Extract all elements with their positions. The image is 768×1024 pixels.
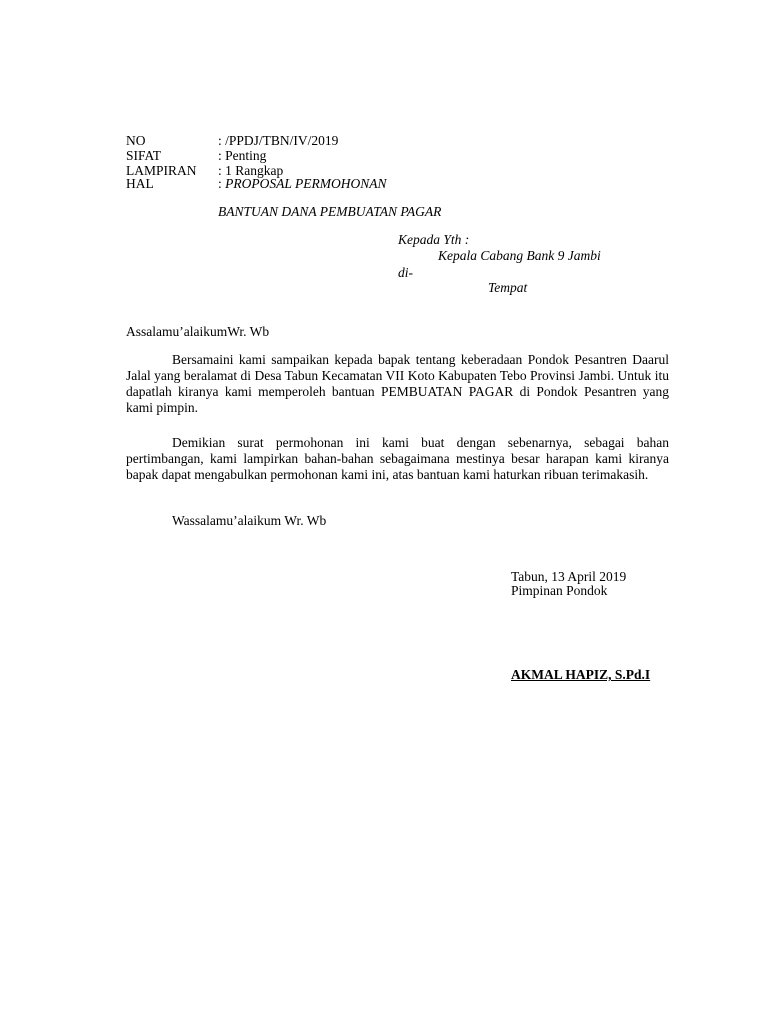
recipient-at: di- bbox=[398, 265, 413, 280]
no-value: : /PPDJ/TBN/IV/2019 bbox=[218, 133, 339, 148]
hal-subject: PROPOSAL PERMOHONAN bbox=[225, 176, 387, 191]
lampiran-label: LAMPIRAN bbox=[126, 163, 197, 178]
recipient-to: Kepada Yth : bbox=[398, 232, 470, 247]
paragraph-1 bbox=[126, 352, 669, 416]
place-date: Tabun, 13 April 2019 bbox=[511, 569, 627, 584]
subject-line2: BANTUAN DANA PEMBUATAN PAGAR bbox=[218, 204, 442, 219]
paragraph-1-text: Bersamaini kami sampaikan kepada bapak tentang keberadaan Pondok Pesantren Daarul Jalal yang beralamat di Desa Tabun Kecamatan VII Koto Kabupaten Tebo Provinsi Jambi. Untuk itu dapatlah kiranya kami memperoleh bantuan PEMBUATAN PAGAR di Pondok Pesantren yang kami pimpin. bbox=[126, 352, 669, 415]
sifat-label: SIFAT bbox=[126, 148, 162, 163]
sifat-value: : Penting bbox=[218, 148, 267, 163]
closing: Wassalamu’alaikum Wr. Wb bbox=[172, 513, 327, 528]
greeting: Assalamu’alaikumWr. Wb bbox=[126, 324, 270, 339]
recipient-name: Kepala Cabang Bank 9 Jambi bbox=[438, 248, 601, 263]
paragraph-2-text: Demikian surat permohonan ini kami buat dengan sebenarnya, sebagai bahan pertimbangan, kami lampirkan bahan-bahan sebagaimana mestinya besar harapan kami kiranya bapak dapat mengabulkan permohonan kami ini, atas bantuan kami haturkan ribuan terimakasih. bbox=[126, 435, 669, 482]
hal-value bbox=[218, 176, 387, 192]
signer-position: Pimpinan Pondok bbox=[511, 583, 608, 598]
recipient-place: Tempat bbox=[488, 280, 528, 295]
paragraph-2 bbox=[126, 435, 669, 483]
hal-value-prefix: : bbox=[218, 176, 226, 191]
signer-name: AKMAL HAPIZ, S.Pd.I bbox=[511, 667, 651, 682]
no-label: NO bbox=[126, 133, 146, 148]
lampiran-value: : 1 Rangkap bbox=[218, 163, 284, 178]
hal-label: HAL bbox=[126, 176, 154, 191]
